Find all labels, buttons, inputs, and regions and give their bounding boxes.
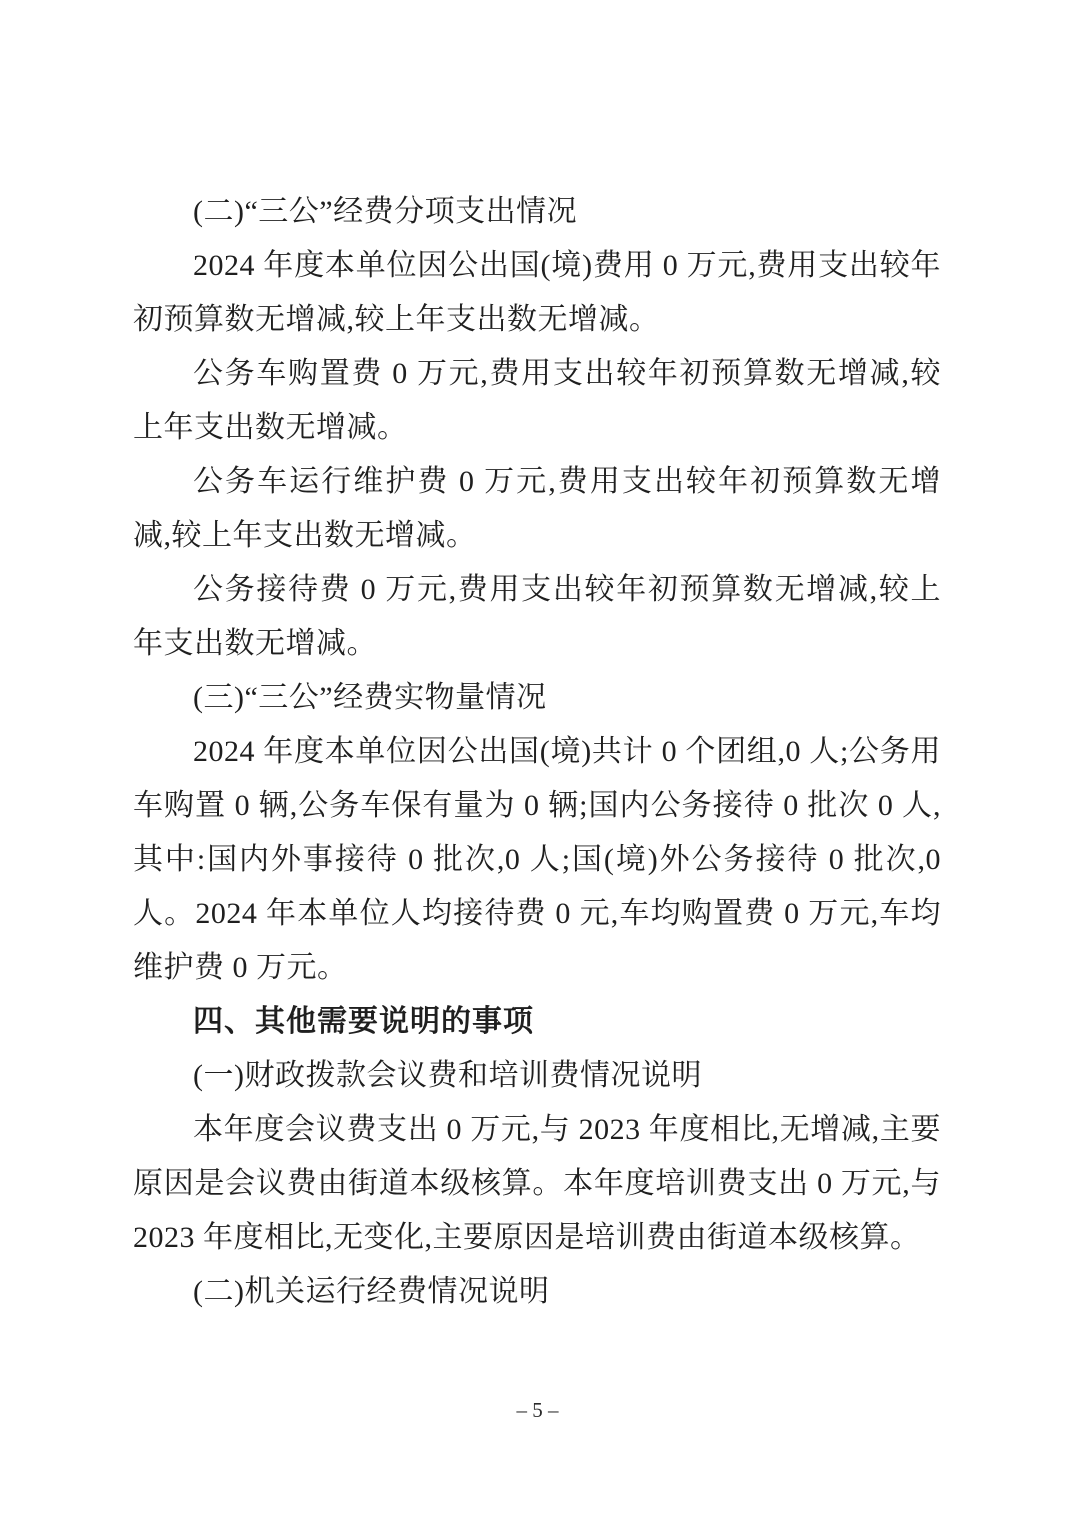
page-number: – 5 –: [516, 1398, 559, 1422]
section-heading-three-public-physical-quantity: (三)“三公”经费实物量情况: [193, 681, 547, 714]
paragraph-vehicle-purchase-expense: 公务车购置费 0 万元,费用支出较年初预算数无增减,较上年支出数无增减。: [133, 357, 941, 444]
section-heading-agency-operating-funds: (二)机关运行经费情况说明: [193, 1275, 550, 1308]
document-body: [133, 185, 941, 1319]
paragraph-overseas-travel-expense: 2024 年度本单位因公出国(境)费用 0 万元,费用支出较年初预算数无增减,较上年支出数无增减。: [133, 249, 941, 336]
section-heading-meeting-training-fees: (一)财政拨款会议费和培训费情况说明: [193, 1059, 702, 1092]
paragraph-official-reception-expense: 公务接待费 0 万元,费用支出较年初预算数无增减,较上年支出数无增减。: [133, 573, 941, 660]
paragraph-meeting-training-fee-details: 本年度会议费支出 0 万元,与 2023 年度相比,无增减,主要原因是会议费由街道本级核算。本年度培训费支出 0 万元,与 2023 年度相比,无变化,主要原因是培训费由街道本级核算。: [133, 1113, 941, 1254]
section-heading-three-public-itemized: (二)“三公”经费分项支出情况: [193, 195, 578, 228]
paragraph-physical-quantity-details: 2024 年度本单位因公出国(境)共计 0 个团组,0 人;公务用车购置 0 辆,公务车保有量为 0 辆;国内公务接待 0 批次 0 人,其中:国内外事接待 0 批次,0 人;国(境)外公务接待 0 批次,0 人。2024 年本单位人均接待费 0 元,车均购置费 0 万元,车均维护费 0 万元。: [133, 735, 941, 984]
section-heading-other-matters: 四、其他需要说明的事项: [193, 1005, 534, 1038]
paragraph-vehicle-maintenance-expense: 公务车运行维护费 0 万元,费用支出较年初预算数无增减,较上年支出数无增减。: [133, 465, 941, 552]
